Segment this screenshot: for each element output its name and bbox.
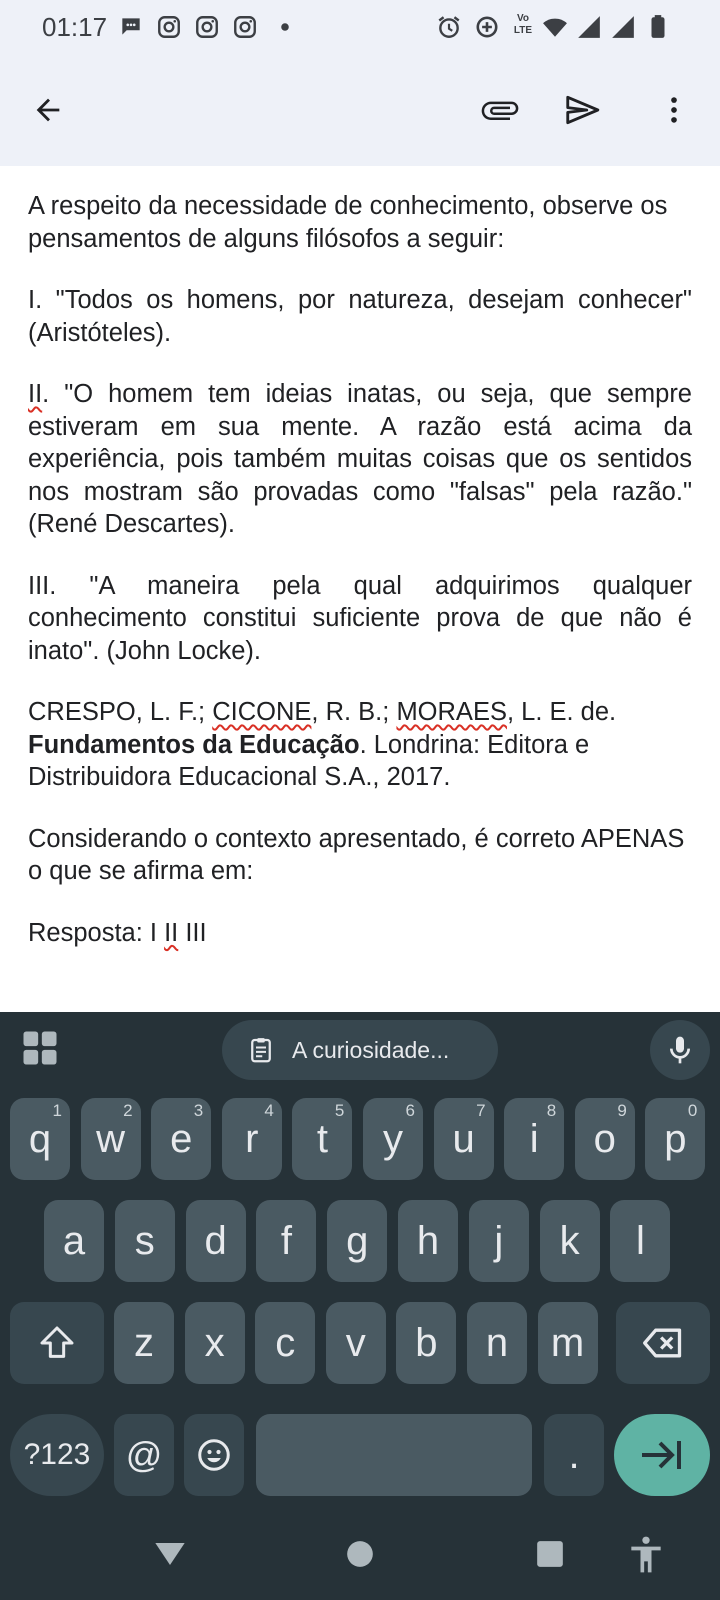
more-options-button[interactable] (648, 84, 700, 136)
reference (28, 696, 692, 794)
key-f-label: f (280, 1218, 292, 1263)
key-a-label: a (62, 1218, 86, 1263)
key-o-label: o (593, 1116, 616, 1161)
status-bar (0, 0, 720, 56)
key-d-label: d (204, 1218, 227, 1263)
nav-home-icon (338, 1532, 382, 1576)
send-button[interactable] (556, 84, 608, 136)
nav-home-button[interactable] (338, 1532, 382, 1576)
key-w-number-hint: 2 (123, 1101, 133, 1120)
key-y-number-hint: 6 (405, 1101, 415, 1120)
shift-key[interactable] (10, 1302, 104, 1384)
key-p[interactable] (645, 1098, 705, 1180)
enter-next-key[interactable] (614, 1414, 710, 1496)
reference-authors-2: , R. B.; (311, 698, 397, 726)
emoji-icon (196, 1437, 232, 1473)
key-v-label: v (345, 1320, 366, 1365)
key-k[interactable] (540, 1200, 600, 1282)
key-b[interactable] (396, 1302, 456, 1384)
answer-suffix: III (178, 918, 207, 947)
symbols-key[interactable]: ?123 (10, 1414, 104, 1496)
back-button[interactable] (22, 84, 74, 136)
statement-iii: III. "A maneira pela qual adquirimos qualquer conhecimento constitui suficiente prova de que não é inato". (John Locke). (28, 571, 692, 665)
key-x[interactable] (185, 1302, 245, 1384)
key-r[interactable] (222, 1098, 282, 1180)
key-c-label: c (275, 1320, 296, 1365)
key-m[interactable] (538, 1302, 598, 1384)
key-t-label: t (316, 1116, 328, 1161)
nav-back-icon (148, 1532, 192, 1576)
next-arrow-icon (638, 1431, 686, 1479)
more-vert-icon (657, 93, 691, 127)
clipboard-icon (246, 1035, 276, 1065)
key-i-label: i (529, 1116, 539, 1161)
key-h-label: h (416, 1218, 440, 1263)
apps-grid-button[interactable] (18, 1026, 62, 1070)
battery-icon (645, 14, 671, 40)
key-d[interactable] (186, 1200, 246, 1282)
key-l[interactable] (610, 1200, 670, 1282)
attach-icon (480, 90, 520, 130)
shift-icon (37, 1323, 77, 1363)
answer-prefix: Resposta: I (28, 918, 165, 947)
accessibility-icon (624, 1532, 668, 1576)
key-y[interactable] (363, 1098, 423, 1180)
key-t[interactable] (292, 1098, 352, 1180)
clipboard-suggestion[interactable] (222, 1020, 498, 1080)
message-body[interactable] (0, 166, 720, 1012)
statement-ii-numeral: II (28, 380, 43, 408)
key-i[interactable] (504, 1098, 564, 1180)
key-y-label: y (383, 1116, 403, 1161)
key-g-label: g (346, 1218, 369, 1263)
reference-authors: CRESPO, L. F.; (28, 698, 213, 726)
key-u[interactable] (434, 1098, 494, 1180)
attach-button[interactable] (474, 84, 526, 136)
space-key[interactable] (256, 1414, 532, 1496)
status-time: 01:17 (42, 12, 108, 42)
key-k-label: k (559, 1218, 580, 1263)
backspace-icon (641, 1321, 685, 1365)
voice-input-button[interactable] (650, 1020, 710, 1080)
key-q[interactable] (10, 1098, 70, 1180)
key-a[interactable] (44, 1200, 104, 1282)
key-j[interactable] (469, 1200, 529, 1282)
key-w[interactable] (81, 1098, 141, 1180)
app-bar (0, 56, 720, 166)
reference-publisher: . Londrina: Editora e Distribuidora Educacional S.A., 2017. (28, 730, 590, 791)
volte-icon: Vo LTE (513, 13, 533, 36)
key-l-label: l (635, 1218, 645, 1263)
arrow-back-icon (31, 93, 65, 127)
key-u-label: u (452, 1116, 475, 1161)
data-saver-icon (474, 14, 500, 40)
key-x-label: x (204, 1320, 225, 1365)
key-r-label: r (245, 1116, 259, 1161)
key-b-label: b (415, 1320, 438, 1365)
intro-paragraph: A respeito da necessidade de conhecimento, observe os pensamentos de alguns filósofos a seguir: (28, 192, 668, 253)
instagram-icon (156, 14, 182, 40)
key-p-number-hint: 0 (687, 1101, 698, 1120)
reference-author-cicone: CICONE (212, 698, 312, 726)
reference-author-moraes: MORAES (396, 698, 507, 726)
key-e[interactable] (151, 1098, 211, 1180)
key-o-number-hint: 9 (617, 1101, 627, 1120)
period-key[interactable]: . (544, 1414, 604, 1496)
question-paragraph: Considerando o contexto apresentado, é correto APENAS o que se afirma em: (28, 824, 685, 885)
key-s[interactable] (115, 1200, 175, 1282)
nav-back-button[interactable] (148, 1532, 192, 1576)
key-z-label: z (134, 1320, 154, 1365)
key-m-label: m (550, 1320, 585, 1365)
key-e-number-hint: 3 (193, 1101, 204, 1120)
at-key[interactable]: @ (114, 1414, 174, 1496)
key-t-number-hint: 5 (334, 1101, 345, 1120)
key-v[interactable] (326, 1302, 386, 1384)
signal-icon (576, 14, 602, 40)
key-c[interactable] (255, 1302, 315, 1384)
chat-bubble-icon (118, 14, 144, 40)
dot-icon (272, 14, 298, 40)
key-o[interactable] (575, 1098, 635, 1180)
key-u-number-hint: 7 (476, 1101, 486, 1120)
backspace-key[interactable] (616, 1302, 710, 1384)
navigation-bar (0, 1510, 720, 1600)
key-i-number-hint: 8 (546, 1101, 557, 1120)
key-n-label: n (485, 1320, 509, 1365)
key-g[interactable] (327, 1200, 387, 1282)
key-j-label: j (494, 1218, 504, 1263)
key-w-label: w (96, 1116, 126, 1161)
statement-i: I. "Todos os homens, por natureza, desejam conhecer" (Aristóteles). (28, 286, 692, 347)
microphone-icon (664, 1034, 696, 1066)
key-e-label: e (170, 1116, 193, 1161)
key-s-label: s (134, 1218, 155, 1263)
instagram-icon (232, 14, 258, 40)
key-q-number-hint: 1 (52, 1101, 62, 1120)
accessibility-button[interactable] (624, 1532, 668, 1576)
statement-ii-text: . "O homem tem ideias inatas, ou seja, que sempre estiveram em sua mente. A razão está acima da experiência, pois também muitas coisas que os sentidos nos mostram são provadas como "falsas" pela razão." (René Descartes). (28, 380, 692, 538)
key-q-label: q (28, 1116, 52, 1161)
wifi-icon (542, 14, 568, 40)
nav-recents-button[interactable] (528, 1532, 572, 1576)
key-h[interactable] (398, 1200, 458, 1282)
key-p-label: p (664, 1116, 687, 1161)
key-f[interactable] (256, 1200, 316, 1282)
key-z[interactable] (114, 1302, 174, 1384)
alarm-icon (436, 14, 462, 40)
apps-grid-icon (18, 1026, 62, 1070)
signal-icon (610, 14, 636, 40)
key-n[interactable] (467, 1302, 527, 1384)
statement-ii (28, 378, 692, 541)
emoji-key[interactable] (184, 1414, 244, 1496)
answer-line (28, 917, 692, 950)
reference-authors-3: , L. E. de. (506, 698, 617, 726)
instagram-icon (194, 14, 220, 40)
reference-title: Fundamentos da Educação (28, 730, 360, 759)
key-r-number-hint: 4 (264, 1101, 274, 1120)
send-icon (563, 91, 601, 129)
clipboard-suggestion-text: A curiosidade... (292, 1036, 450, 1063)
answer-ii: II (164, 918, 179, 947)
nav-recents-icon (528, 1532, 572, 1576)
